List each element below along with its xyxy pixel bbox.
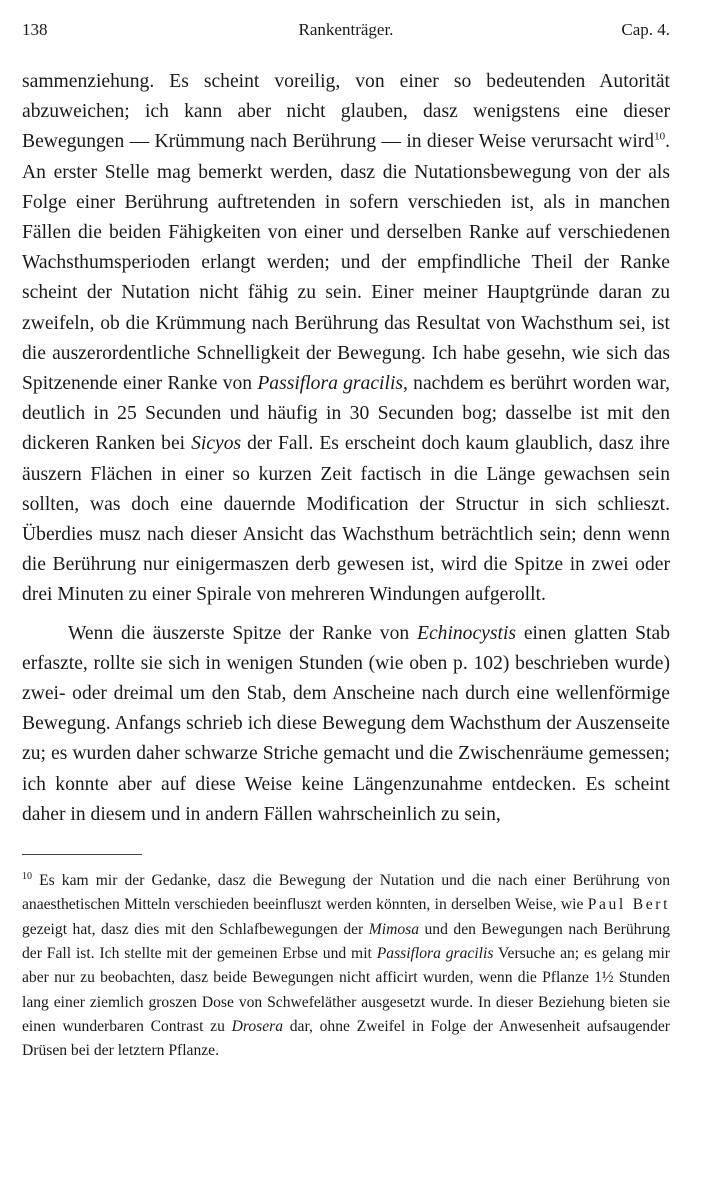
footnote-divider: [22, 854, 142, 855]
footnote-species-passiflora: Passiflora gracilis: [376, 944, 494, 962]
paragraph-1-part-4: der Fall. Es erscheint doch kaum glaublich, dasz ihre äuszern Flächen in einer so kurzen Zeit factisch in die Länge gewachsen sein sollten, was doch eine dauernde Modification der Structur in sich schlieszt. Überdies musz nach dieser Ansicht das Wachsthum beträchtlich sein; denn wenn die Berührung nur einigermaszen derb gewesen ist, wird die Spitze in zwei oder drei Minuten zu einer Spirale von mehreren Windungen aufgerollt.: [22, 433, 670, 606]
page-number: 138: [22, 20, 48, 39]
person-name: Paul Bert: [587, 896, 671, 914]
species-echinocystis: Echinocystis: [416, 622, 517, 644]
paragraph-1-part-1: sammenziehung. Es scheint voreilig, von einer so bedeutenden Autorität abzuweichen; ich kann aber nicht glauben, dasz wenigstens eine dieser Bewegungen — Krümmung nach Berührung — in dieser Weise verursacht wird: [22, 71, 670, 153]
paragraph-2-part-2: einen glatten Stab erfaszte, rollte sie sich in wenigen Stunden (wie oben p. 102) beschrieben wurde) zwei- oder dreimal um den Stab, dem Anscheine nach durch eine wellenförmige Bewegung. Anfangs schrieb ich diese Bewegung dem Wachsthum der Auszenseite zu; es wurden daher schwarze Striche gemacht und die Zwischenräume gemessen; ich konnte aber auf diese Weise keine Längenzunahme entdecken. Es scheint daher in diesem und in andern Fällen wahrscheinlich zu sein,: [22, 622, 670, 825]
footnote-part-4: Versuche an; es gelang mir aber nur zu beobachten, dasz beide Bewegungen nicht afficirt wurden, wenn die Pflanze 1½ Stunden lang einer ziemlich groszen Dose von Schwefeläther ausgesetzt wurde. In dieser Beziehung bieten sie einen wunderbaren Contrast zu: [22, 944, 670, 1035]
footnote-number: 10: [22, 870, 32, 882]
book-page: [22, 14, 670, 1063]
paragraph-2: [22, 619, 670, 830]
chapter-label: Cap. 4.: [621, 20, 670, 39]
species-drosera: Drosera: [231, 1017, 284, 1035]
footnote-part-1: Es kam mir der Gedanke, dasz die Bewegung der Nutation und die nach einer Berührung von anaesthetischen Mitteln verschieden beeinfluszt werden könnten, in derselben Weise, wie: [22, 872, 670, 914]
footnote: [22, 869, 670, 1063]
paragraph-1-part-2: . An erster Stelle mag bemerkt werden, dasz die Nutationsbewegung von der als Folge einer Berührung auftretenden in sofern verschieden ist, als in manchen Fällen die beiden Fähigkeiten von einer und derselben Ranke auf verschiedenen Wachsthumsperioden erlangt werden; und der empfindliche Theil der Ranke scheint der Nutation nicht fähig zu sein. Einer meiner Hauptgründe daran zu zweifeln, ob die Krümmung nach Berührung das Resultat von Wachsthum sei, ist die auszerordentliche Schnelligkeit der Bewegung. Ich habe gesehn, wie sich das Spitzenende einer Ranke von: [22, 131, 670, 395]
footnote-part-3: und den Bewegungen nach Berührung der Fall ist. Ich stellte mit der gemeinen Erbse und mit: [22, 920, 670, 962]
footnote-part-2: gezeigt hat, dasz dies mit den Schlafbewegungen der: [22, 920, 369, 938]
body-text: [22, 67, 670, 830]
paragraph-1: [22, 67, 670, 611]
footnote-reference[interactable]: 10: [654, 130, 666, 143]
paragraph-2-part-1: Wenn die äuszerste Spitze der Ranke von: [68, 622, 417, 644]
species-passiflora-gracilis: Passiflora gracilis: [257, 373, 404, 395]
footnote-part-5: dar, ohne Zweifel in Folge der Anwesenheit aufsaugender Drüsen bei der letztern Pflanze.: [22, 1017, 670, 1060]
running-head: [22, 14, 670, 44]
species-mimosa: Mimosa: [368, 920, 419, 938]
paragraph-1-part-3: , nachdem es berührt worden war, deutlich in 25 Secunden und häufig in 30 Secunden bog; dasselbe ist mit den dickeren Ranken bei: [22, 373, 670, 455]
species-sicyos: Sicyos: [191, 433, 242, 455]
running-title: Rankenträger.: [298, 20, 394, 39]
